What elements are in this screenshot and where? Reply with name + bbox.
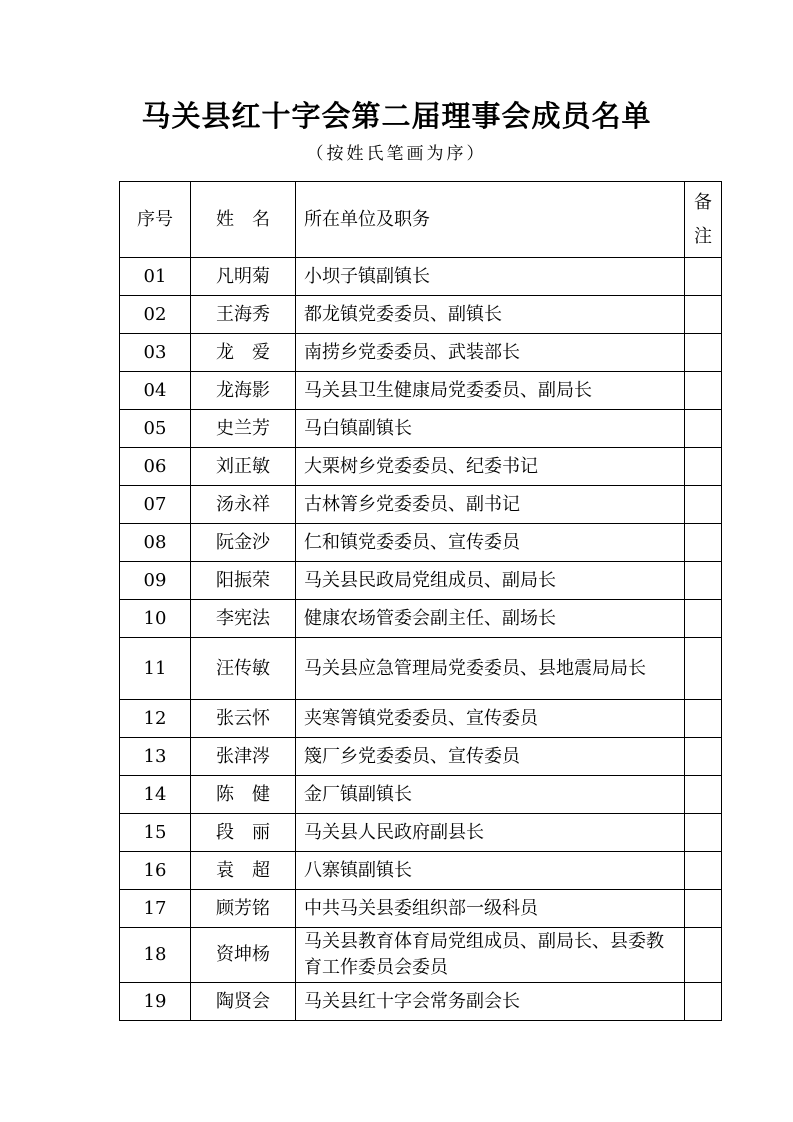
row-serial-number: 12 — [120, 700, 191, 738]
row-remarks — [685, 738, 722, 776]
table-header-row — [120, 182, 722, 258]
row-serial-number: 03 — [120, 334, 191, 372]
row-member-name: 段 丽 — [191, 814, 296, 852]
row-remarks — [685, 852, 722, 890]
row-remarks — [685, 890, 722, 928]
row-member-name: 张云怀 — [191, 700, 296, 738]
row-remarks — [685, 983, 722, 1021]
table-row — [120, 700, 722, 738]
row-serial-number: 09 — [120, 562, 191, 600]
row-remarks — [685, 334, 722, 372]
row-serial-number: 05 — [120, 410, 191, 448]
row-serial-number: 08 — [120, 524, 191, 562]
table-row — [120, 738, 722, 776]
header-remarks-line1: 备 — [694, 191, 712, 213]
row-unit-and-position: 马关县卫生健康局党委委员、副局长 — [296, 372, 685, 410]
table-row — [120, 486, 722, 524]
row-unit-and-position: 南捞乡党委委员、武装部长 — [296, 334, 685, 372]
row-unit-and-position: 马白镇副镇长 — [296, 410, 685, 448]
row-unit-and-position: 金厂镇副镇长 — [296, 776, 685, 814]
row-member-name: 凡明菊 — [191, 258, 296, 296]
row-unit-and-position: 夹寒箐镇党委委员、宣传委员 — [296, 700, 685, 738]
row-serial-number: 17 — [120, 890, 191, 928]
header-name: 姓 名 — [191, 182, 296, 258]
row-unit-and-position: 马关县民政局党组成员、副局长 — [296, 562, 685, 600]
row-remarks — [685, 776, 722, 814]
row-remarks — [685, 448, 722, 486]
table-row — [120, 814, 722, 852]
roster-body — [120, 258, 722, 1021]
row-member-name: 陈 健 — [191, 776, 296, 814]
table-row — [120, 372, 722, 410]
row-serial-number: 06 — [120, 448, 191, 486]
row-unit-and-position: 都龙镇党委委员、副镇长 — [296, 296, 685, 334]
row-member-name: 资坤杨 — [191, 928, 296, 983]
row-unit-and-position: 篾厂乡党委委员、宣传委员 — [296, 738, 685, 776]
table-row — [120, 448, 722, 486]
row-unit-and-position: 仁和镇党委委员、宣传委员 — [296, 524, 685, 562]
row-member-name: 阳振荣 — [191, 562, 296, 600]
row-serial-number: 19 — [120, 983, 191, 1021]
row-remarks — [685, 700, 722, 738]
row-remarks — [685, 562, 722, 600]
document-title: 马关县红十字会第二届理事会成员名单 — [141, 99, 652, 133]
row-unit-and-position: 八寨镇副镇长 — [296, 852, 685, 890]
table-row — [120, 524, 722, 562]
row-remarks — [685, 928, 722, 983]
row-member-name: 李宪法 — [191, 600, 296, 638]
row-unit-and-position: 小坝子镇副镇长 — [296, 258, 685, 296]
row-serial-number: 11 — [120, 638, 191, 700]
header-unit-and-position: 所在单位及职务 — [296, 182, 685, 258]
row-remarks — [685, 410, 722, 448]
row-serial-number: 13 — [120, 738, 191, 776]
row-serial-number: 10 — [120, 600, 191, 638]
row-remarks — [685, 814, 722, 852]
table-row — [120, 852, 722, 890]
row-member-name: 顾芳铭 — [191, 890, 296, 928]
row-serial-number: 07 — [120, 486, 191, 524]
row-member-name: 龙海影 — [191, 372, 296, 410]
row-member-name: 袁 超 — [191, 852, 296, 890]
table-row — [120, 983, 722, 1021]
row-member-name: 阮金沙 — [191, 524, 296, 562]
member-roster-table — [119, 181, 722, 1021]
table-row — [120, 410, 722, 448]
table-row — [120, 296, 722, 334]
row-unit-and-position: 大栗树乡党委委员、纪委书记 — [296, 448, 685, 486]
table-row — [120, 600, 722, 638]
row-member-name: 刘正敏 — [191, 448, 296, 486]
row-member-name: 王海秀 — [191, 296, 296, 334]
document-subtitle: （按姓氏笔画为序） — [306, 144, 487, 164]
row-unit-and-position: 马关县红十字会常务副会长 — [296, 983, 685, 1021]
row-serial-number: 14 — [120, 776, 191, 814]
header-remarks — [685, 182, 722, 258]
row-unit-and-position: 马关县教育体育局党组成员、副局长、县委教育工作委员会委员 — [296, 928, 685, 983]
table-row — [120, 258, 722, 296]
table-row — [120, 334, 722, 372]
row-remarks — [685, 258, 722, 296]
table-row — [120, 776, 722, 814]
row-member-name: 史兰芳 — [191, 410, 296, 448]
row-serial-number: 15 — [120, 814, 191, 852]
row-remarks — [685, 486, 722, 524]
table-row — [120, 890, 722, 928]
row-unit-and-position: 中共马关县委组织部一级科员 — [296, 890, 685, 928]
table-row — [120, 638, 722, 700]
table-row — [120, 562, 722, 600]
row-member-name: 陶贤会 — [191, 983, 296, 1021]
row-unit-and-position: 古林箐乡党委委员、副书记 — [296, 486, 685, 524]
row-member-name: 汤永祥 — [191, 486, 296, 524]
row-member-name: 龙 爱 — [191, 334, 296, 372]
row-remarks — [685, 372, 722, 410]
row-remarks — [685, 638, 722, 700]
row-serial-number: 18 — [120, 928, 191, 983]
row-member-name: 张津涔 — [191, 738, 296, 776]
row-member-name: 汪传敏 — [191, 638, 296, 700]
row-unit-and-position: 马关县应急管理局党委委员、县地震局局长 — [296, 638, 685, 700]
header-remarks-line2: 注 — [694, 225, 712, 247]
row-unit-and-position: 健康农场管委会副主任、副场长 — [296, 600, 685, 638]
row-unit-and-position: 马关县人民政府副县长 — [296, 814, 685, 852]
row-serial-number: 16 — [120, 852, 191, 890]
table-row — [120, 928, 722, 983]
header-serial-number: 序号 — [120, 182, 191, 258]
row-serial-number: 01 — [120, 258, 191, 296]
row-remarks — [685, 524, 722, 562]
row-remarks — [685, 296, 722, 334]
row-remarks — [685, 600, 722, 638]
row-serial-number: 02 — [120, 296, 191, 334]
row-serial-number: 04 — [120, 372, 191, 410]
